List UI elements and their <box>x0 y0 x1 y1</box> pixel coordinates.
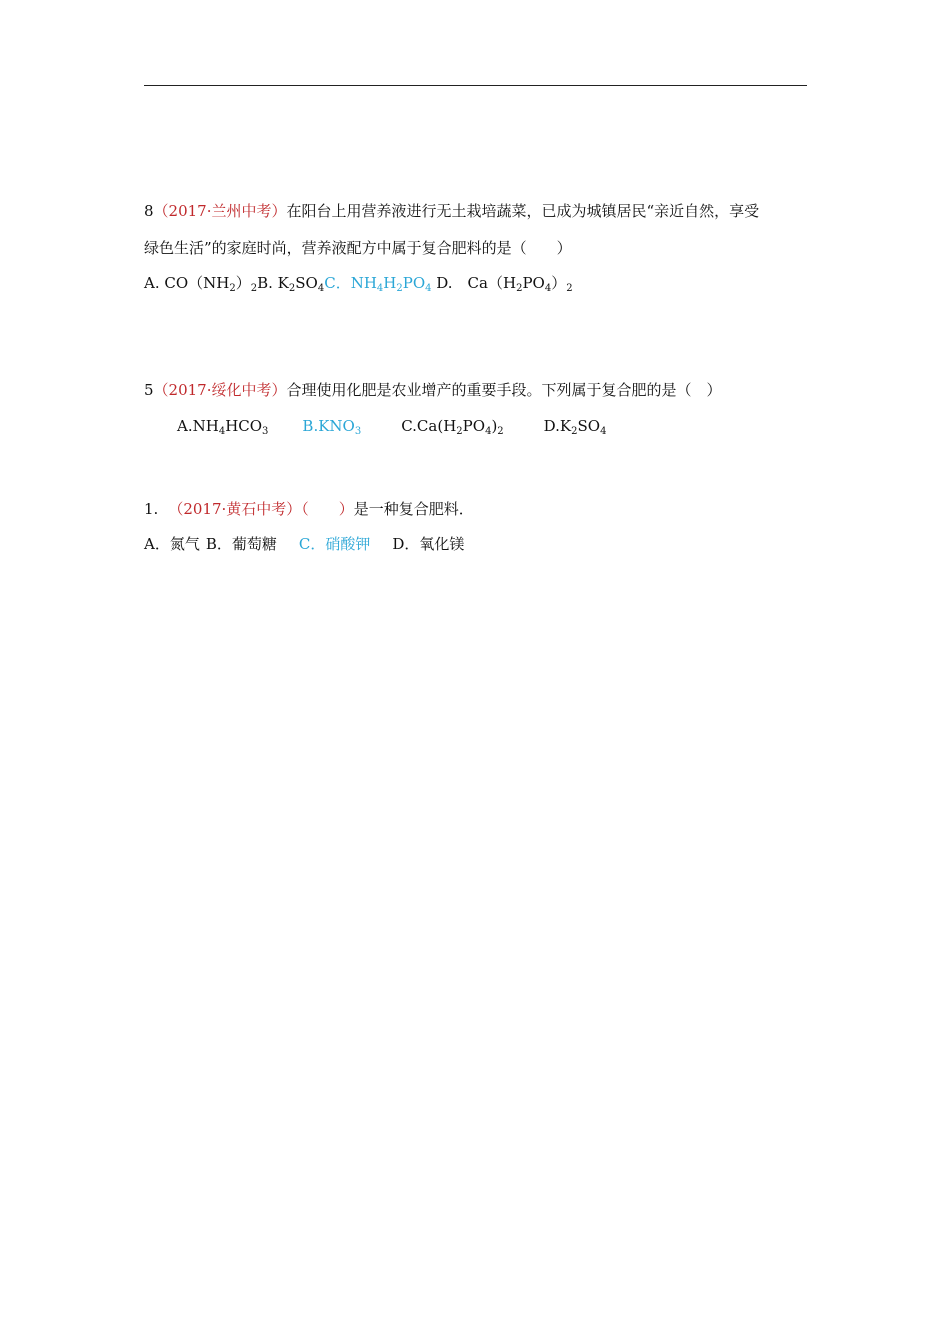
q8-option-d-sub1: 2 <box>516 283 523 294</box>
q1-option-a[interactable]: A．氮气 <box>144 535 200 553</box>
q5-option-b-text: B.KNO <box>302 417 355 435</box>
q8-option-c-text: C．NH <box>324 274 377 292</box>
q1-options <box>144 534 464 554</box>
q5-option-a-text: A.NH <box>177 417 219 435</box>
q8-option-c-mid: H <box>383 274 397 292</box>
q5-option-c-sub1: 2 <box>456 426 463 437</box>
q5-option-c-post: ) <box>491 417 498 435</box>
q8-option-a[interactable] <box>144 274 257 292</box>
q5-option-c-mid: PO <box>462 417 486 435</box>
q1-stem-text: 是一种复合肥料． <box>353 500 474 518</box>
q5-option-b-answer[interactable] <box>302 417 361 435</box>
q5-option-b-sub1: 3 <box>354 426 362 437</box>
q5-option-c[interactable] <box>401 417 503 435</box>
q8-option-a-mid: ） <box>235 274 251 292</box>
q8-option-c-sub1: 4 <box>376 283 384 294</box>
q5-stem-text: 合理使用化肥是农业增产的重要手段。下列属于复合肥的是（ ） <box>286 381 722 399</box>
q8-option-d-sub2: 4 <box>544 283 552 294</box>
q5-options <box>177 416 606 442</box>
q5-option-a[interactable] <box>177 417 268 435</box>
q5-option-d-sub2: 4 <box>600 426 607 437</box>
q8-option-d-post: ） <box>551 274 567 292</box>
q5-option-a-post: HCO <box>225 417 263 435</box>
q8-option-d[interactable] <box>436 274 572 292</box>
q5-stem-line <box>144 380 722 400</box>
q8-options <box>144 273 573 299</box>
q8-option-c-answer[interactable] <box>324 274 431 292</box>
q8-stem-text-2: 绿色生活”的家庭时尚，营养液配方中属于复合肥料的是（ ） <box>144 239 572 257</box>
q1-source: （2017·黄石中考）（ ） <box>168 500 354 518</box>
q1-number: 1. <box>144 500 159 518</box>
q5-option-c-sub2: 4 <box>485 426 492 437</box>
q5-source: （2017·绥化中考） <box>153 381 287 399</box>
q8-stem-line1 <box>144 201 759 221</box>
q8-option-b-post: SO <box>295 274 318 292</box>
q8-stem-line2 <box>144 238 572 258</box>
q5-option-a-sub2: 3 <box>262 426 269 437</box>
q5-option-a-sub1: 4 <box>218 426 226 437</box>
q1-option-c-answer[interactable]: C．硝酸钾 <box>298 535 371 553</box>
q5-option-d-mid: SO <box>577 417 601 435</box>
q5-option-d-text: D.K <box>543 417 572 435</box>
q5-option-d[interactable] <box>544 417 607 435</box>
q8-option-b-sub1: 2 <box>288 283 296 294</box>
q1-option-b[interactable]: B．葡萄糖 <box>205 535 277 553</box>
q5-option-d-sub1: 2 <box>571 426 578 437</box>
q8-option-d-sub3: 2 <box>566 283 573 294</box>
q8-option-a-sub1: 2 <box>229 283 236 294</box>
q5-number: 5 <box>144 381 154 399</box>
q5-option-c-text: C.Ca(H <box>401 417 457 435</box>
q8-option-b-sub2: 4 <box>317 283 325 294</box>
q8-option-b[interactable] <box>257 274 324 292</box>
q5-option-c-sub3: 2 <box>497 426 504 437</box>
q8-option-d-mid: PO <box>522 274 545 292</box>
q8-option-c-post: PO <box>402 274 426 292</box>
q1-option-d[interactable]: D．氧化镁 <box>392 535 465 553</box>
q8-option-b-text: B. K <box>257 274 289 292</box>
q8-option-d-text: D. Ca（H <box>436 274 517 292</box>
q8-option-c-sub3: 4 <box>425 283 432 294</box>
q8-number: 8 <box>144 202 154 220</box>
q8-option-a-text: A. CO（NH <box>144 274 230 292</box>
q1-stem-line <box>144 499 474 519</box>
q8-option-a-sub2: 2 <box>250 283 258 294</box>
header-rule <box>144 85 807 86</box>
q8-source: （2017·兰州中考） <box>153 202 287 220</box>
q8-option-c-sub2: 2 <box>396 283 403 294</box>
q8-stem-text-1: 在阳台上用营养液进行无土栽培蔬菜，已成为城镇居民“亲近自然，享受 <box>286 202 760 220</box>
